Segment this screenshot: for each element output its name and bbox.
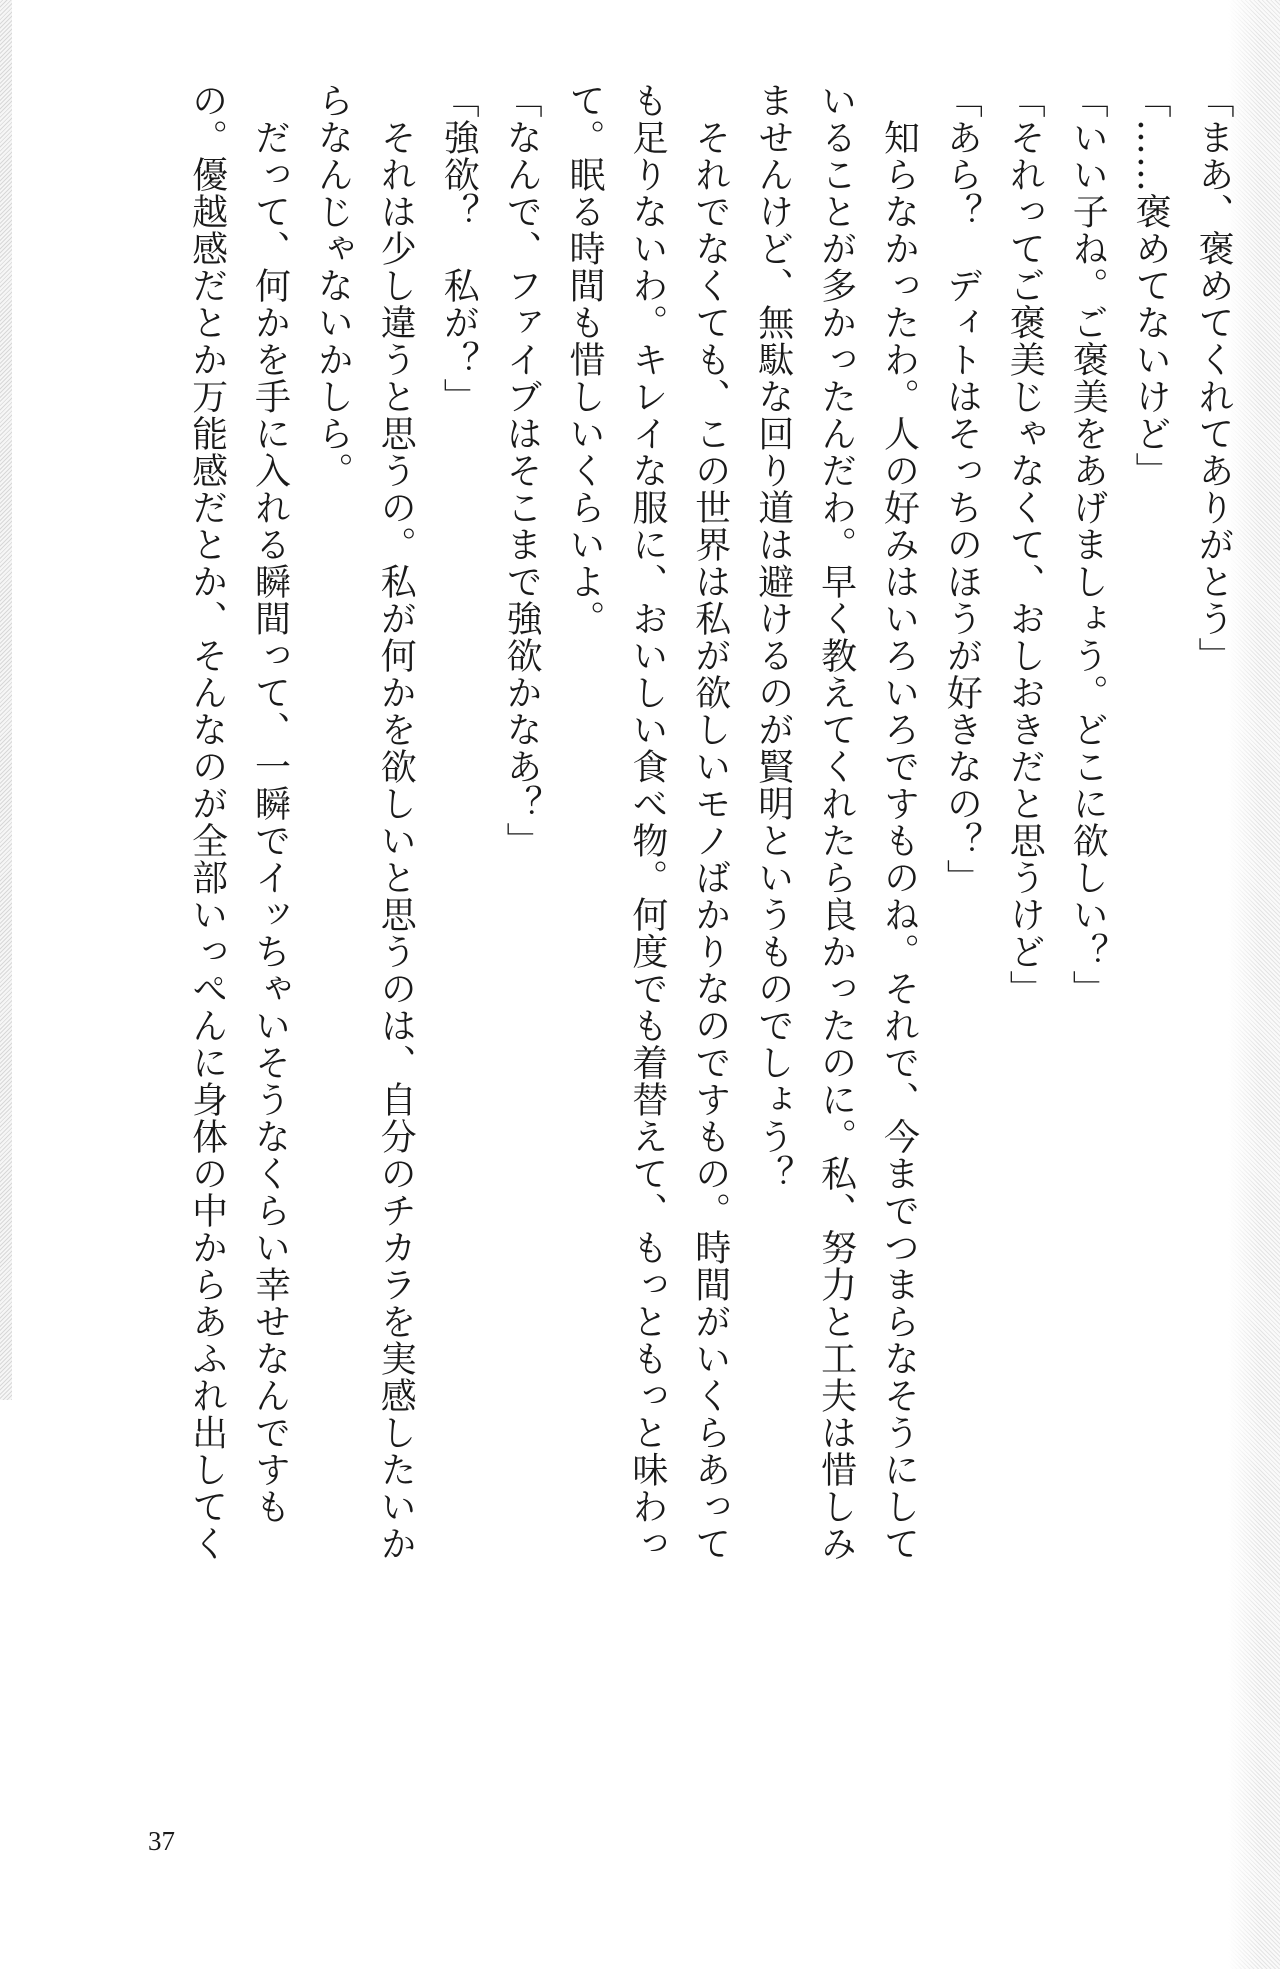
text-line: 「それってご褒美じゃなくて、おしおきだと思うけど」	[1004, 82, 1046, 1007]
text-line: 知らなかったわ。人の好みはいろいろですものね。それで、今までつまらなそうにして	[878, 82, 920, 1562]
text-line: の。優越感だとか万能感だとか、そんなのが全部いっぺんに身体の中からあふれ出してく	[186, 82, 228, 1562]
text-line: らなんじゃないかしら。	[312, 82, 354, 489]
text-line: 「いい子ね。ご褒美をあげましょう。どこに欲しい？」	[1067, 82, 1109, 1007]
text-line: 「まあ、褒めてくれてありがとう」	[1193, 82, 1234, 674]
text-line: それでなくても、この世界は私が欲しいモノばかりなのですもの。時間がいくらあって	[689, 82, 731, 1562]
text-line: 「……褒めてないけど」	[1130, 82, 1172, 489]
page-number: 37	[148, 1826, 175, 1856]
text-line: いることが多かったんだわ。早く教えてくれたら良かったのに。私、努力と工夫は惜しみ	[815, 82, 857, 1562]
text-line: も足りないわ。キレイな服に、おいしい食べ物。何度でも着替えて、もっともっと味わっ	[626, 82, 668, 1562]
text-line: て。眠る時間も惜しいくらいよ。	[564, 82, 605, 637]
scan-edge-right	[1228, 0, 1280, 1969]
text-line: 「強欲？ 私が？」	[438, 82, 480, 415]
text-line: それは少し違うと思うの。私が何かを欲しいと思うのは、自分のチカラを実感したいか	[375, 82, 417, 1562]
text-line: ませんけど、無駄な回り道は避けるのが賢明というものでしょう？	[752, 82, 794, 1192]
text-line: だって、何かを手に入れる瞬間って、一瞬でイッちゃいそうなくらい幸せなんですも	[249, 82, 291, 1525]
text-line: 「あら？ ディトはそっちのほうが好きなの？」	[941, 82, 983, 896]
text-line: 「なんで、ファイブはそこまで強欲かなあ？」	[501, 82, 543, 859]
scan-edge-left	[0, 0, 12, 1400]
